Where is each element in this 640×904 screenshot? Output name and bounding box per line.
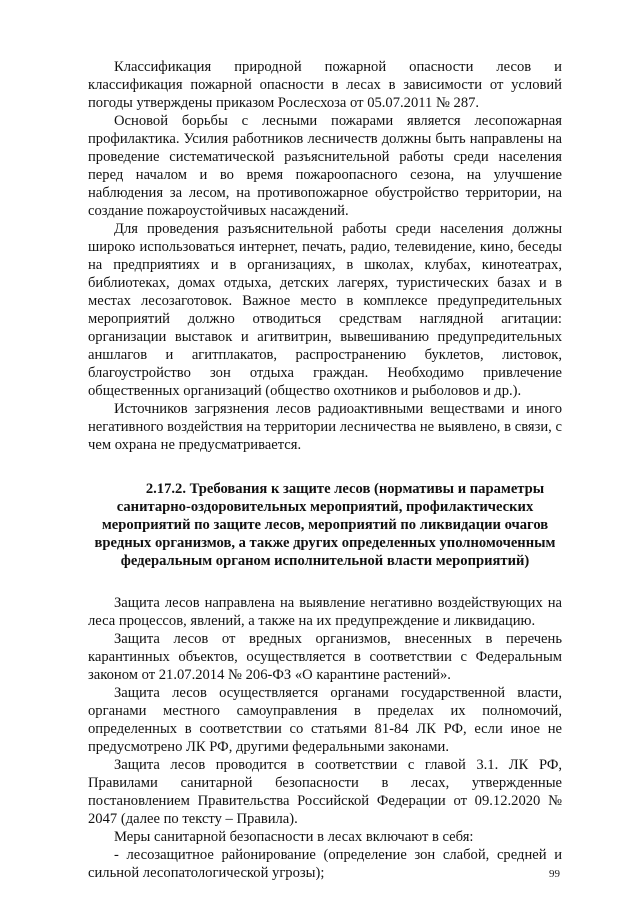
page-number: 99 bbox=[549, 868, 560, 880]
paragraph-outreach-work: Для проведения разъяснительной работы среди населения должны широко использоваться интернет, печать, радио, телевидение, кино, беседы на предприятиях и в организациях, в школах, клубах, кинотеатрах, библиотеках, домах отдыха, детских лагерях, туристических базах и в местах лесозаготовок. Важное место в комплексе предупредительных мероприятий должно отводиться средствам наглядной агитации: организации выставок и агитвитрин, вывешиванию предупредительных аншлагов и агитплакатов, распространению буклетов, листовок, благоустройство зон отдыха граждан. Необходимо привлечение общественных организаций (общество охотников и рыболовов и др.). bbox=[88, 221, 562, 399]
list-item-zoning: - лесозащитное районирование (определение зон слабой, средней и сильной лесопатологической угрозы); bbox=[88, 847, 562, 881]
paragraph-sanitary-measures: Меры санитарной безопасности в лесах включают в себя: bbox=[114, 829, 474, 845]
paragraph-sanitary-rules: Защита лесов проводится в соответствии с главой 3.1. ЛК РФ, Правилами санитарной безопасности в лесах, утвержденные постановлением Правительства Российской Федерации от 09.12.2020 № 2047 (далее по тексту – Правила). bbox=[88, 757, 562, 827]
paragraph-authorities: Защита лесов осуществляется органами государственной власти, органами местного самоуправления в пределах их полномочий, определенных в соответствии со статьями 81-84 ЛК РФ, если иное не предусмотрено ЛК РФ, другими федеральными законами. bbox=[88, 685, 562, 755]
paragraph-radioactive-pollution: Источников загрязнения лесов радиоактивными веществами и иного негативного воздействия на территории лесничества не выявлено, в связи, с чем охрана не предусматривается. bbox=[88, 401, 562, 453]
paragraph-forest-protection-purpose: Защита лесов направлена на выявление негативно воздействующих на леса процессов, явлений, а также на их предупреждение и ликвидацию. bbox=[88, 595, 562, 629]
section-heading: 2.17.2. Требования к защите лесов (нормативы и параметры санитарно-оздоровительных мероприятий, профилактических мероприятий по защите лесов, мероприятий по ликвидации очагов вредных организмов, а также других определенных уполномоченным федеральным органом исполнительной власти мероприятий) bbox=[94, 481, 556, 569]
document-page bbox=[88, 58, 562, 882]
paragraph-quarantine-organisms: Защита лесов от вредных организмов, внесенных в перечень карантинных объектов, осуществляется в соответствии с Федеральным законом от 21.07.2014 № 206-ФЗ «О карантине растений». bbox=[88, 631, 562, 683]
paragraph-fire-classification: Классификация природной пожарной опасности лесов и классификация пожарной опасности в лесах в зависимости от условий погоды утверждены приказом Рослесхоза от 05.07.2011 № 287. bbox=[88, 59, 562, 111]
paragraph-fire-prevention: Основой борьбы с лесными пожарами является лесопожарная профилактика. Усилия работников лесничеств должны быть направлены на проведение систематической разъяснительной работы среди населения перед началом и во время пожароопасного сезона, на улучшение наблюдения за лесом, на противопожарное обустройство территории, на создание пожароустойчивых насаждений. bbox=[88, 113, 562, 219]
